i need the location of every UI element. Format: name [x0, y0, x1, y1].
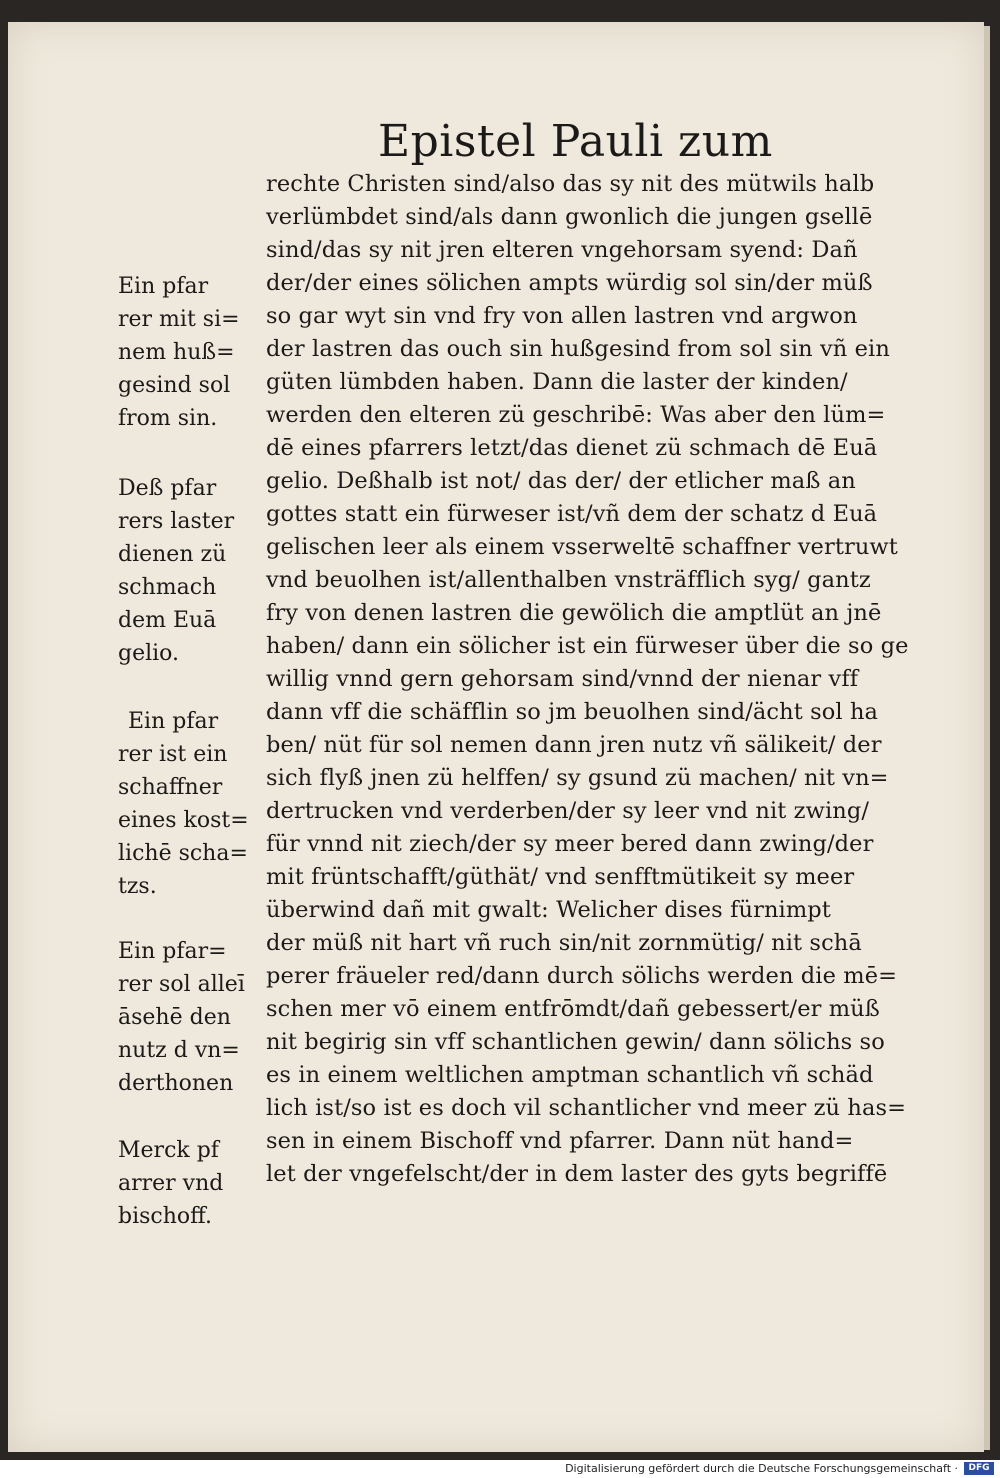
marginal-line: derthonen — [118, 1071, 234, 1096]
text-line: gelio. Deßhalb ist not/ das der/ der etlicher maß an — [266, 468, 856, 494]
text-line: dann vff die schäfflin so jm beuolhen sind/ächt sol ha — [266, 699, 879, 725]
marginal-line: rer sol alleī — [118, 972, 245, 997]
book-page — [8, 22, 984, 1452]
marginal-line: arrer vnd — [118, 1171, 224, 1196]
text-line: fry von denen lastren die gewölich die amptlüt an jnē — [266, 600, 882, 626]
dfg-logo-icon: DFG — [964, 1462, 994, 1475]
marginal-line: Ein pfar= — [118, 939, 227, 964]
marginal-line: schmach — [118, 575, 217, 600]
text-line: sen in einem Bischoff vnd pfarrer. Dann nüt hand= — [266, 1128, 854, 1154]
marginal-line: āsehē den — [118, 1005, 231, 1030]
text-line: der müß nit hart vñ ruch sin/nit zornmütig/ nit schā — [266, 930, 862, 956]
marginal-line: dienen zü — [118, 542, 227, 567]
marginal-line: dem Euā — [118, 608, 217, 633]
marginal-line: gesind sol — [118, 373, 231, 398]
marginal-line: nem huß= — [118, 340, 235, 365]
text-line: rechte Christen sind/also das sy nit des mütwils halb — [266, 171, 875, 197]
marginal-line: from sin. — [118, 406, 218, 431]
text-line: der/der eines sölichen ampts würdig sol sin/der müß — [266, 270, 873, 296]
text-line: haben/ dann ein sölicher ist ein fürweser über die so ge — [266, 633, 909, 659]
marginal-line: tzs. — [118, 874, 157, 899]
marginal-line: gelio. — [118, 641, 180, 666]
marginal-line: rers laster — [118, 509, 235, 534]
marginal-line: Ein pfar — [118, 274, 209, 299]
text-line: ben/ nüt für sol nemen dann jren nutz vñ sälikeit/ der — [266, 732, 882, 758]
marginal-line: rer ist ein — [118, 742, 228, 767]
text-line: dertrucken vnd verderben/der sy leer vnd nit zwing/ — [266, 798, 870, 824]
text-line: nit begirig sin vff schantlichen gewin/ dann sölichs so — [266, 1029, 885, 1055]
text-line: werden den elteren zü geschribē: Was aber den lüm= — [266, 402, 886, 428]
text-line: perer fräueler red/dann durch sölichs werden die mē= — [266, 963, 898, 989]
text-line: verlümbdet sind/als dann gwonlich die jungen gsellē — [266, 204, 873, 230]
running-title: Epistel Pauli zum — [378, 116, 773, 167]
marginal-line: lichē scha= — [118, 841, 248, 866]
marginal-line: Merck pf — [118, 1138, 219, 1163]
text-line: so gar wyt sin vnd fry von allen lastren vnd argwon — [266, 303, 858, 329]
marginal-line: eines kost= — [118, 808, 249, 833]
text-line: der lastren das ouch sin hußgesind from sol sin vñ ein — [266, 336, 890, 362]
text-line: überwind dañ mit gwalt: Welicher dises fürnimpt — [266, 897, 831, 923]
page-edge — [984, 26, 990, 1450]
marginal-line: Deß pfar — [118, 476, 217, 501]
text-line: lich ist/so ist es doch vil schantlicher vnd meer zü has= — [266, 1095, 907, 1121]
marginal-line: bischoff. — [118, 1204, 212, 1229]
funding-credit: Digitalisierung gefördert durch die Deutsche Forschungsgemeinschaft · — [565, 1462, 958, 1475]
text-line: gottes statt ein fürweser ist/vñ dem der schatz d Euā — [266, 501, 878, 527]
marginal-line: Ein pfar — [128, 709, 219, 734]
text-line: für vnnd nit ziech/der sy meer bered dann zwing/der — [266, 831, 874, 857]
marginal-line: nutz d vn= — [118, 1038, 240, 1063]
text-line: sich flyß jnen zü helffen/ sy gsund zü machen/ nit vn= — [266, 765, 889, 791]
marginal-line: rer mit si= — [118, 307, 240, 332]
text-line: willig vnnd gern gehorsam sind/vnnd der nienar vff — [266, 666, 859, 692]
text-line: sind/das sy nit jren elteren vngehorsam syend: Dañ — [266, 237, 858, 263]
text-line: mit früntschafft/güthät/ vnd senfftmütikeit sy meer — [266, 864, 855, 890]
text-line: gelischen leer als einem vsserweltē schaffner vertruwt — [266, 534, 898, 560]
text-line: vnd beuolhen ist/allenthalben vnsträfflich syg/ gantz — [266, 567, 871, 593]
text-line: dē eines pfarrers letzt/das dienet zü schmach dē Euā — [266, 435, 878, 461]
text-line: güten lümbden haben. Dann die laster der kinden/ — [266, 369, 848, 395]
marginal-line: schaffner — [118, 775, 223, 800]
text-line: es in einem weltlichen amptman schantlich vñ schäd — [266, 1062, 874, 1088]
text-line: schen mer vō einem entfrōmdt/dañ gebessert/er müß — [266, 996, 880, 1022]
text-line: let der vngefelscht/der in dem laster des gyts begriffē — [266, 1161, 888, 1187]
